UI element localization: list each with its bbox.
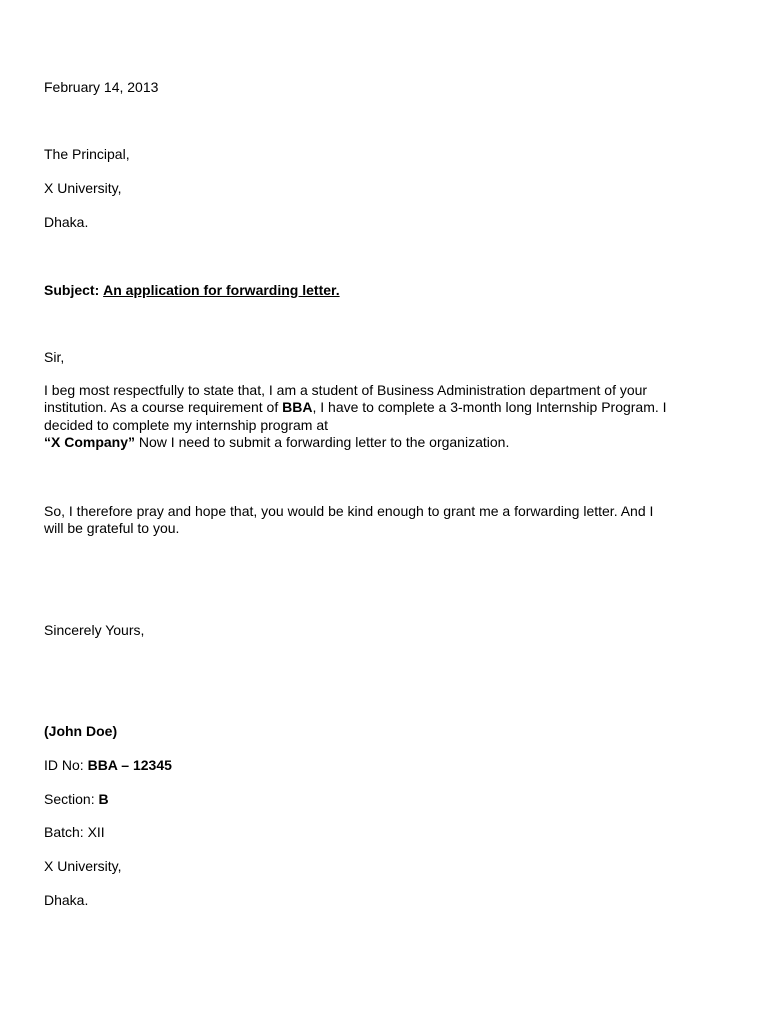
signature-institution: X University,: [44, 858, 122, 874]
signature-section: [44, 791, 109, 808]
recipient-city: Dhaka.: [44, 214, 89, 230]
body-paragraph-2: [44, 503, 734, 538]
section-value: B: [98, 791, 109, 807]
recipient-institution: X University,: [44, 180, 122, 196]
para1-line-2: [44, 399, 734, 416]
para1-line-1: I beg most respectfully to state that, I am a student of Business Administration department of your: [44, 382, 648, 398]
recipient-title: The Principal,: [44, 146, 130, 162]
signature-batch: Batch: XII: [44, 824, 105, 840]
para1-line-3: decided to complete my internship program at: [44, 416, 329, 433]
para2-line-1: So, I therefore pray and hope that, you would be kind enough to grant me a forwarding letter. And I: [44, 503, 654, 519]
para1-line-2-rest: , I have to complete a 3-month long Internship Program. I: [312, 399, 667, 416]
signature-name: [44, 723, 117, 740]
signature-name-text: (John Doe): [44, 723, 118, 739]
section-label: Section:: [44, 791, 99, 807]
salutation: Sir,: [44, 349, 65, 365]
subject-line: [44, 282, 340, 299]
id-label: ID No:: [44, 757, 88, 773]
para2-line-2: will be grateful to you.: [44, 520, 180, 537]
signature-city: Dhaka.: [44, 892, 89, 908]
course-name: BBA: [282, 399, 313, 416]
para1-line-4-text: Now I need to submit a forwarding letter to the organization.: [135, 433, 510, 450]
letter-date: February 14, 2013: [44, 79, 159, 95]
id-value: BBA – 12345: [87, 757, 172, 773]
para1-line-4: [44, 434, 734, 451]
para1-line-2-text: institution. As a course requirement of: [44, 399, 283, 416]
signature-id: [44, 757, 172, 774]
subject-label: Subject:: [44, 282, 100, 298]
subject-text: An application for forwarding letter.: [103, 282, 340, 298]
closing: Sincerely Yours,: [44, 622, 145, 638]
body-paragraph-1: [44, 382, 734, 451]
company-name: “X Company”: [44, 433, 136, 450]
